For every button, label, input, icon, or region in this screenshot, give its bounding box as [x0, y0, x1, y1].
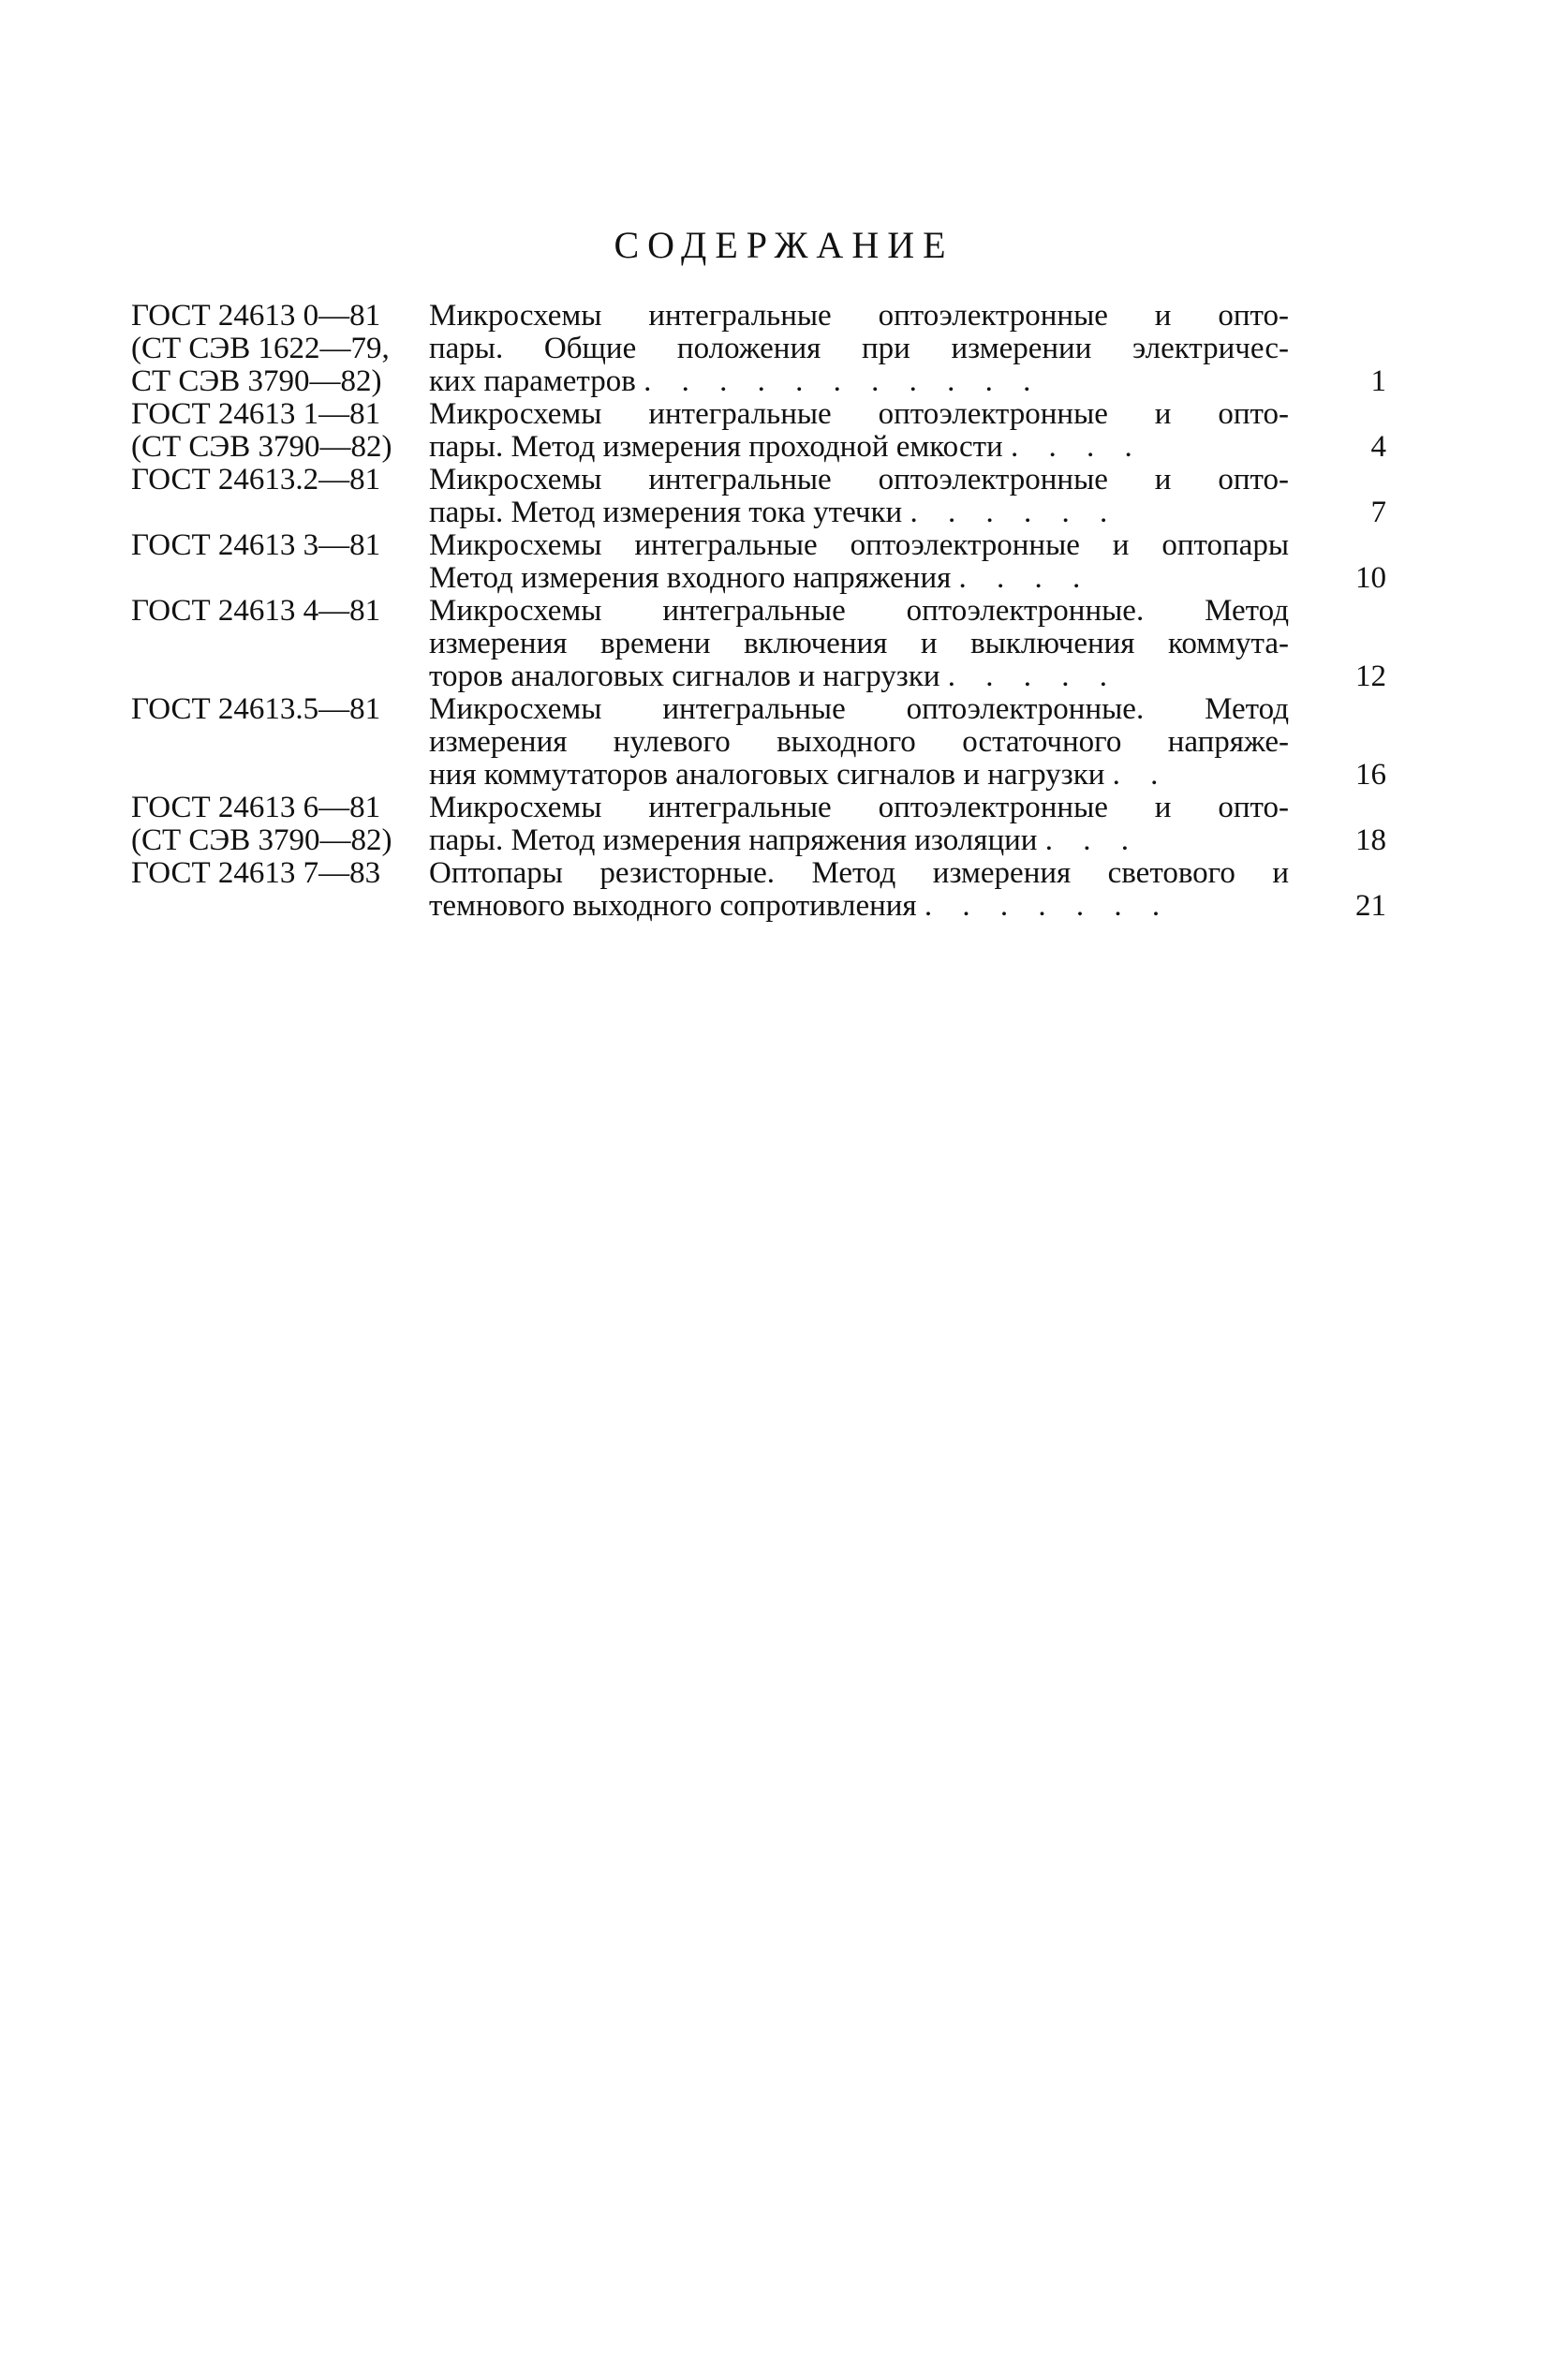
toc-title-segment: пары. Метод измерения тока утечки	[429, 496, 903, 529]
leader-dots: . . . .	[958, 562, 1092, 595]
toc-title-segment: Микросхемы интегральные оптоэлектронные и опто-	[429, 792, 1289, 824]
toc-title-text	[429, 300, 1289, 333]
toc-line	[131, 726, 1386, 759]
toc-title-text	[429, 759, 1289, 792]
toc-line	[131, 496, 1386, 529]
standard-designation: ГОСТ 24613 4—81	[131, 594, 381, 628]
toc-title-text	[429, 628, 1289, 660]
toc-title-text	[429, 398, 1289, 431]
toc-title-text	[429, 857, 1289, 890]
toc-title-text	[429, 792, 1289, 824]
toc-title-text	[429, 529, 1289, 562]
page-number: 12	[1355, 659, 1386, 693]
page-number: 7	[1370, 496, 1386, 529]
toc-title-text	[429, 726, 1289, 759]
toc-title-text	[429, 693, 1289, 726]
toc-title-segment: пары. Метод измерения напряжения изоляции	[429, 824, 1038, 857]
page-title: СОДЕРЖАНИЕ	[614, 224, 954, 266]
toc-title-text	[429, 431, 1289, 464]
toc-entry	[131, 857, 1386, 923]
toc-line	[131, 365, 1386, 398]
toc-title-text	[429, 824, 1289, 857]
toc-line	[131, 759, 1386, 792]
toc-title-segment: измерения времени включения и выключения коммута-	[429, 628, 1289, 660]
toc-title-segment: Микросхемы интегральные оптоэлектронные. Метод	[429, 693, 1289, 726]
toc-title-text	[429, 562, 1289, 595]
leader-dots: . . . . . . . . . . .	[643, 365, 1043, 398]
toc-title-segment: пары. Общие положения при измерении электричес-	[429, 333, 1289, 365]
toc-title-segment: темнового выходного сопротивления	[429, 890, 917, 923]
toc-line	[131, 857, 1386, 890]
toc-title-segment: Микросхемы интегральные оптоэлектронные. Метод	[429, 595, 1289, 628]
toc-entry	[131, 693, 1386, 792]
standard-designation: ГОСТ 24613 6—81	[131, 791, 381, 824]
toc-title-text	[429, 496, 1289, 529]
toc-title-text	[429, 333, 1289, 365]
standard-designation: (СТ СЭВ 3790—82)	[131, 823, 392, 857]
toc-line	[131, 595, 1386, 628]
toc-title-text	[429, 890, 1289, 923]
toc-title-segment: измерения нулевого выходного остаточного напряже-	[429, 726, 1289, 759]
page-number: 16	[1355, 758, 1386, 792]
toc-title-segment: Метод измерения входного напряжения	[429, 562, 952, 595]
page-number: 4	[1370, 430, 1386, 464]
standard-designation: ГОСТ 24613.5—81	[131, 692, 381, 726]
toc-line	[131, 300, 1386, 333]
toc-entry	[131, 300, 1386, 398]
page-number: 1	[1370, 364, 1386, 398]
toc-title-segment: Микросхемы интегральные оптоэлектронные и опто-	[429, 300, 1289, 333]
leader-dots: . .	[1112, 759, 1170, 792]
toc-title-segment: пары. Метод измерения проходной емкости	[429, 431, 1003, 464]
standard-designation: ГОСТ 24613 3—81	[131, 528, 381, 562]
toc-title-segment: ния коммутаторов аналоговых сигналов и нагрузки	[429, 759, 1105, 792]
toc-line	[131, 333, 1386, 365]
toc-title-segment: Микросхемы интегральные оптоэлектронные и опто-	[429, 464, 1289, 496]
toc-line	[131, 431, 1386, 464]
toc-line	[131, 398, 1386, 431]
toc-line	[131, 562, 1386, 595]
standard-designation: (СТ СЭВ 3790—82)	[131, 430, 392, 464]
toc-title-segment: Оптопары резисторные. Метод измерения светового и	[429, 857, 1289, 890]
table-of-contents	[131, 300, 1386, 923]
page-number: 18	[1355, 823, 1386, 857]
toc-title-text	[429, 464, 1289, 496]
toc-line	[131, 529, 1386, 562]
leader-dots: . . . . .	[947, 660, 1119, 693]
toc-line	[131, 464, 1386, 496]
toc-title-segment: Микросхемы интегральные оптоэлектронные и опто-	[429, 398, 1289, 431]
toc-entry	[131, 464, 1386, 529]
toc-title-text	[429, 660, 1289, 693]
standard-designation: ГОСТ 24613.2—81	[131, 463, 381, 496]
standard-designation: ГОСТ 24613 7—83	[131, 856, 381, 890]
toc-title-text	[429, 595, 1289, 628]
standard-designation: ГОСТ 24613 0—81	[131, 299, 381, 333]
leader-dots: . . . . . . .	[924, 890, 1172, 923]
leader-dots: . . . .	[1010, 431, 1144, 464]
toc-line	[131, 660, 1386, 693]
toc-line	[131, 792, 1386, 824]
leader-dots: . . . . . .	[910, 496, 1119, 529]
standard-designation: (СТ СЭВ 1622—79,	[131, 332, 390, 365]
standard-designation: ГОСТ 24613 1—81	[131, 397, 381, 431]
toc-line	[131, 824, 1386, 857]
toc-title-segment: Микросхемы интегральные оптоэлектронные и оптопары	[429, 529, 1289, 562]
toc-line	[131, 693, 1386, 726]
page-number: 21	[1355, 889, 1386, 923]
toc-entry	[131, 595, 1386, 693]
toc-entry	[131, 792, 1386, 857]
toc-title-text	[429, 365, 1289, 398]
toc-line	[131, 628, 1386, 660]
page-number: 10	[1355, 561, 1386, 595]
toc-line	[131, 890, 1386, 923]
standard-designation: СТ СЭВ 3790—82)	[131, 364, 382, 398]
toc-entry	[131, 529, 1386, 595]
leader-dots: . . .	[1044, 824, 1140, 857]
toc-title-segment: торов аналоговых сигналов и нагрузки	[429, 660, 940, 693]
toc-title-segment: ких параметров	[429, 365, 636, 398]
toc-entry	[131, 398, 1386, 464]
